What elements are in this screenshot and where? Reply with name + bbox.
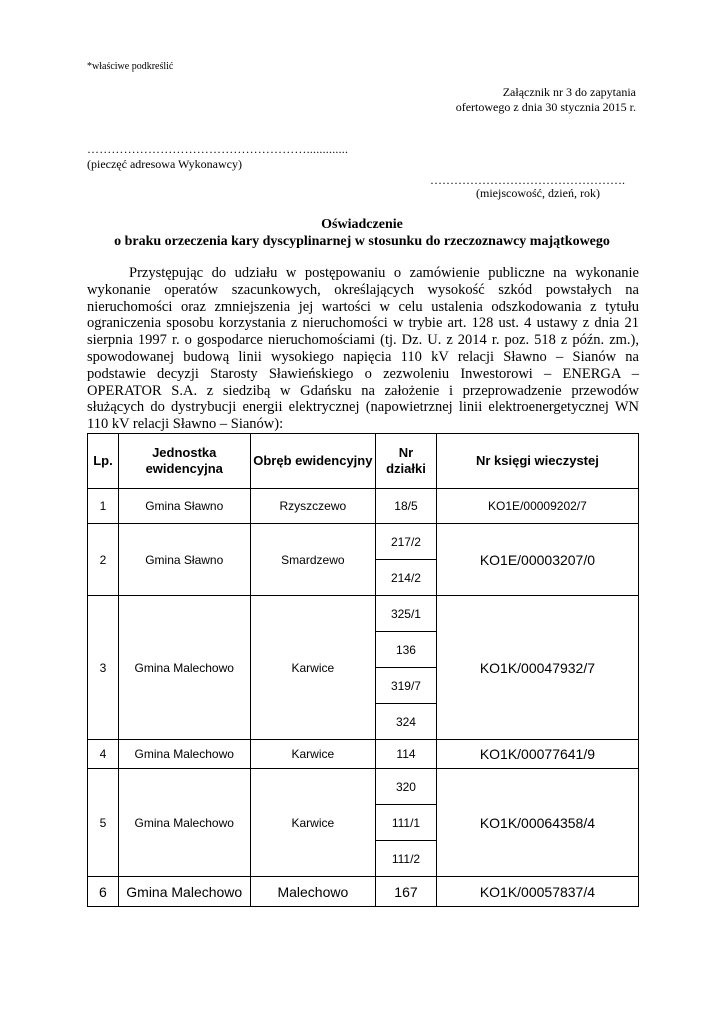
- cell-plot: 325/1: [376, 596, 437, 632]
- document-title: [0, 216, 724, 250]
- cell-plot: 319/7: [376, 668, 437, 704]
- cell-precinct: Rzyszczewo: [250, 489, 376, 524]
- table-row: [88, 769, 639, 805]
- cell-plot: 111/1: [376, 805, 437, 841]
- title-line-2: o braku orzeczenia kary dyscyplinarnej w stosunku do rzeczoznawcy majątkowego: [114, 234, 610, 249]
- cell-lp: 1: [88, 489, 119, 524]
- cell-precinct: Karwice: [250, 740, 376, 769]
- cell-unit: Gmina Sławno: [118, 524, 250, 596]
- header-precinct: Obręb ewidencyjny: [250, 434, 376, 489]
- cell-kw: KO1K/00047932/7: [436, 596, 638, 740]
- cell-unit: Gmina Sławno: [118, 489, 250, 524]
- cell-lp: 3: [88, 596, 119, 740]
- cell-kw: KO1E/00009202/7: [436, 489, 638, 524]
- place-date-label: (miejscowość, dzień, rok): [476, 186, 600, 200]
- cell-unit: Gmina Malechowo: [118, 769, 250, 877]
- cell-precinct: Smardzewo: [250, 524, 376, 596]
- cell-plot: 18/5: [376, 489, 437, 524]
- cell-lp: 2: [88, 524, 119, 596]
- footnote-underline-note: *właściwe podkreślić: [87, 61, 174, 72]
- cell-plot: 214/2: [376, 560, 437, 596]
- cell-precinct: Karwice: [250, 769, 376, 877]
- header-kw: Nr księgi wieczystej: [436, 434, 638, 489]
- cell-lp: 5: [88, 769, 119, 877]
- cell-plot: 320: [376, 769, 437, 805]
- stamp-dotted-line: ……………………………………………….............: [87, 142, 349, 156]
- table-header-row: [88, 434, 639, 489]
- cell-kw: KO1K/00057837/4: [436, 877, 638, 907]
- cell-lp: 4: [88, 740, 119, 769]
- cell-kw: KO1K/00064358/4: [436, 769, 638, 877]
- cell-unit: Gmina Malechowo: [118, 877, 250, 907]
- statement-body: Przystępując do udziału w postępowaniu o zamówienie publiczne na wykonanie wykonanie operatów szacunkowych, określających wysokość szkód powstałych na nieruchomości oraz zmniejszenia jej wartości w celu ustalenia odszkodowania z tytułu ograniczenia sposobu korzystania z nieruchomości w trybie art. 128 ust. 4 ustawy z dnia 21 sierpnia 1997 r. o gospodarce nieruchomościami (tj. Dz. U. z 2014 r. poz. 518 z późn. zm.), spowodowanej budową linii wysokiego napięcia 110 kV relacji Sławno – Sianów na podstawie decyzji Starosty Sławieńskiego o zezwoleniu Inwestorowi – ENERGA – OPERATOR S.A. z siedzibą w Gdańsku na założenie i przeprowadzenie przewodów służących do dystrybucji energii elektrycznej (napowietrznej linii elektroenergetycznej WN 110 kV relacji Sławno – Sianów):: [87, 265, 639, 433]
- cell-precinct: Karwice: [250, 596, 376, 740]
- cell-plot: 217/2: [376, 524, 437, 560]
- cell-precinct: Malechowo: [250, 877, 376, 907]
- cell-unit: Gmina Malechowo: [118, 596, 250, 740]
- cell-lp: 6: [88, 877, 119, 907]
- cell-plot: 136: [376, 632, 437, 668]
- table-row: [88, 489, 639, 524]
- table-row: [88, 740, 639, 769]
- plots-table: [87, 433, 639, 907]
- annex-line-1: Załącznik nr 3 do zapytania: [502, 85, 636, 99]
- header-unit: Jednostka ewidencyjna: [118, 434, 250, 489]
- title-line-1: Oświadczenie: [321, 217, 403, 232]
- cell-plot: 114: [376, 740, 437, 769]
- header-plot: Nr działki: [376, 434, 437, 489]
- annex-line-2: ofertowego z dnia 30 stycznia 2015 r.: [455, 100, 636, 114]
- stamp-label: (pieczęć adresowa Wykonawcy): [87, 157, 242, 171]
- header-lp: Lp.: [88, 434, 119, 489]
- cell-kw: KO1E/00003207/0: [436, 524, 638, 596]
- table-row: [88, 596, 639, 632]
- table-row: [88, 524, 639, 560]
- place-date-dotted-line: ………………………………………….: [430, 173, 625, 187]
- cell-unit: Gmina Malechowo: [118, 740, 250, 769]
- cell-kw: KO1K/00077641/9: [436, 740, 638, 769]
- cell-plot: 167: [376, 877, 437, 907]
- cell-plot: 111/2: [376, 841, 437, 877]
- cell-plot: 324: [376, 704, 437, 740]
- annex-reference: [456, 85, 636, 115]
- table-row: [88, 877, 639, 907]
